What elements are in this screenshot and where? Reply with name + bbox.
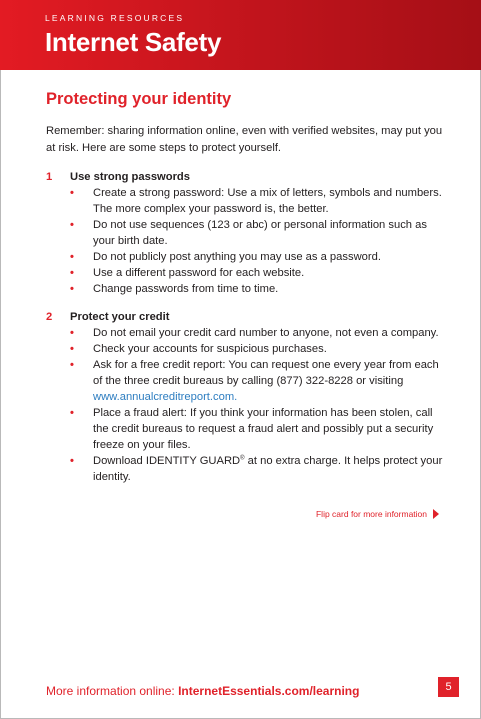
bullet-icon: • [70, 283, 74, 295]
triangle-right-icon [433, 509, 439, 519]
intro-paragraph: Remember: sharing information online, even with verified websites, may put you at risk. Here are some steps to protect yourself. [46, 125, 443, 154]
footer [46, 684, 359, 698]
section-heading: Protecting your identity [46, 90, 232, 108]
page-number-badge: 5 [438, 677, 459, 697]
list-item [70, 341, 450, 357]
list-item [70, 249, 450, 265]
list-item-text: Check your accounts for suspicious purchases. [93, 343, 327, 355]
list-item-text: Place a fraud alert: If you think your information has been stolen, call the credit bureaus to request a fraud alert and possibly put a security freeze on your files. [93, 407, 434, 451]
list-item-text: Create a strong password: Use a mix of letters, symbols and numbers. The more complex your password is, the better. [93, 187, 442, 215]
registered-mark: ® [240, 455, 245, 462]
list-item-text: Change passwords from time to time. [93, 283, 279, 295]
step-title: Protect your credit [70, 311, 170, 323]
credit-report-link[interactable]: www.annualcreditreport.com. [93, 391, 238, 403]
page-title: Internet Safety [45, 27, 222, 57]
bullet-icon: • [70, 343, 74, 355]
list-item [70, 265, 450, 281]
step-2-list [70, 325, 450, 485]
list-item [70, 217, 450, 249]
list-item-text: at no extra charge. It helps protect your identity. [93, 455, 443, 483]
list-item-text: Do not email your credit card number to anyone, not even a company. [93, 327, 439, 339]
eyebrow-label: LEARNING RESOURCES [45, 13, 185, 23]
list-item [70, 405, 450, 453]
bullet-icon: • [70, 407, 74, 419]
list-item [70, 185, 450, 217]
list-item-text: Download IDENTITY GUARD [93, 455, 241, 467]
step-title: Use strong passwords [70, 171, 190, 183]
step-number: 2 [46, 311, 53, 323]
list-item [70, 281, 450, 297]
bullet-icon: • [70, 187, 74, 199]
bullet-icon: • [70, 219, 74, 231]
footer-url-link[interactable]: InternetEssentials.com/learning [178, 684, 360, 698]
bullet-icon: • [70, 359, 74, 371]
step-1-list [70, 185, 450, 297]
bullet-icon: • [70, 455, 74, 467]
header-banner [0, 0, 481, 70]
list-item-text: Do not publicly post anything you may use as a password. [93, 251, 381, 263]
footer-prefix: More information online: [46, 684, 179, 698]
list-item [70, 325, 450, 341]
bullet-icon: • [70, 267, 74, 279]
flip-card-label: Flip card for more information [315, 509, 427, 519]
list-item-text: Do not use sequences (123 or abc) or personal information such as your birth date. [93, 219, 427, 247]
list-item-text: Ask for a free credit report: You can request one every year from each of the three credit bureaus by calling (877) 322-8228 or visiting [93, 359, 439, 387]
bullet-icon: • [70, 251, 74, 263]
step-number: 1 [46, 171, 53, 183]
list-item-text: Use a different password for each website. [93, 267, 305, 279]
list-item [70, 453, 450, 485]
flip-card-hint[interactable] [316, 509, 439, 519]
list-item [70, 357, 450, 405]
bullet-icon: • [70, 327, 74, 339]
